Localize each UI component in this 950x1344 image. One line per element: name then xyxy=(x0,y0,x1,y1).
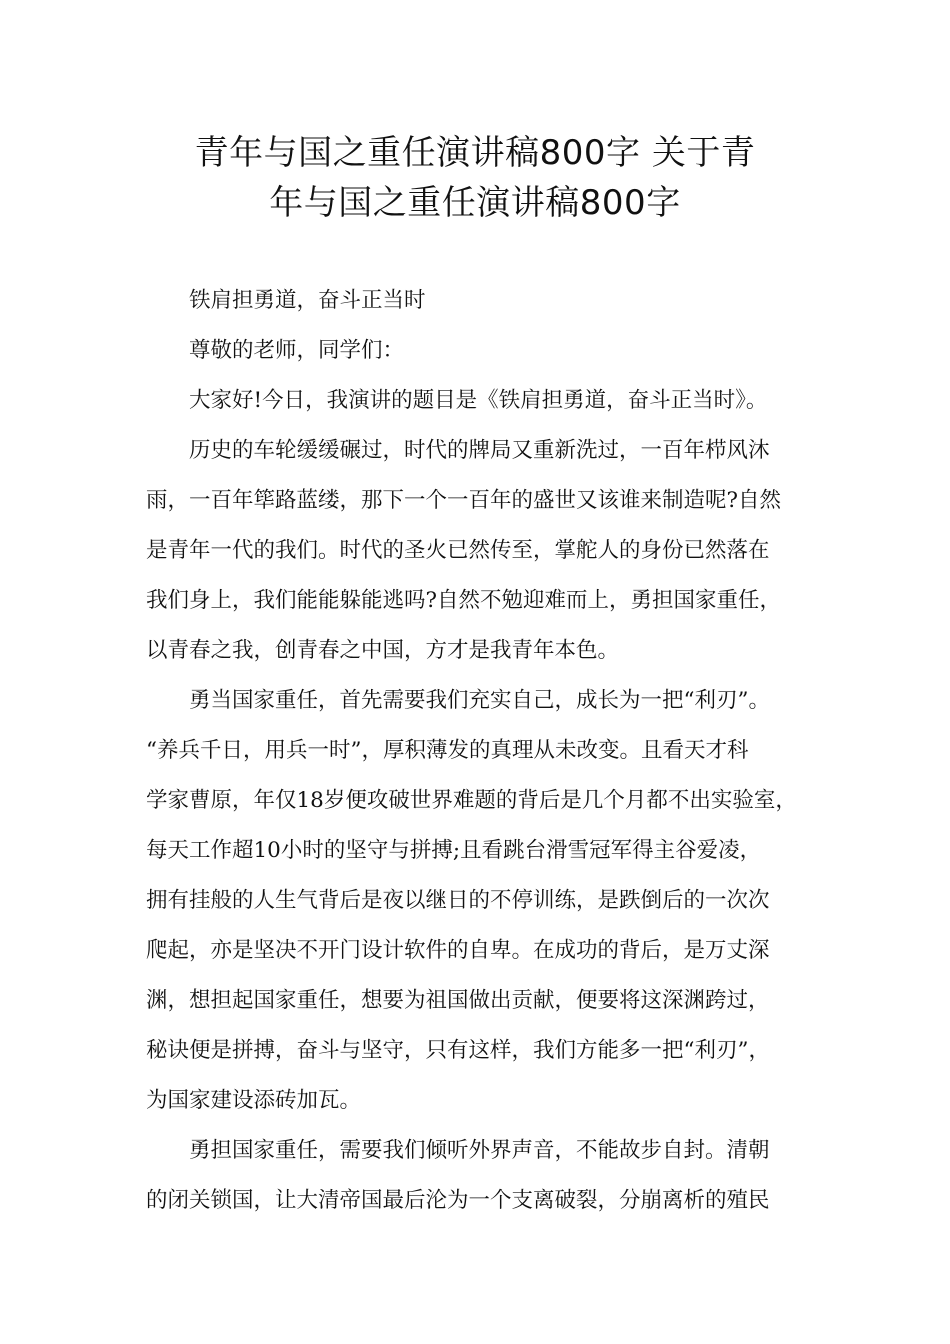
paragraph-line: 为国家建设添砖加瓦。 xyxy=(146,1088,362,1113)
title-line: 年与国之重任演讲稿800字 xyxy=(269,183,681,223)
paragraph-line: 铁肩担勇道，奋斗正当时 xyxy=(189,288,426,313)
paragraph-line: 是青年一代的我们。时代的圣火已然传至，掌舵人的身份已然落在 xyxy=(146,538,770,563)
paragraph-line: 尊敬的老师，同学们： xyxy=(189,338,405,363)
paragraph-line: 历史的车轮缓缓碾过，时代的牌局又重新洗过，一百年栉风沐 xyxy=(189,438,770,463)
paragraph-line: 大家好!今日，我演讲的题目是《铁肩担勇道，奋斗正当时》。 xyxy=(189,388,768,413)
paragraph-line: 雨，一百年筚路蓝缕，那下一个一百年的盛世又该谁来制造呢?自然 xyxy=(146,488,782,513)
paragraph-line: 学家曹原，年仅18岁便攻破世界难题的背后是几个月都不出实验室， xyxy=(146,788,797,813)
paragraph-line: 我们身上，我们能能躲能逃吗?自然不勉迎难而上，勇担国家重任， xyxy=(146,588,782,613)
document-body xyxy=(146,276,826,1226)
paragraph-line: 勇担国家重任，需要我们倾听外界声音，不能故步自封。清朝 xyxy=(189,1138,770,1163)
paragraph-line: 的闭关锁国，让大清帝国最后沦为一个支离破裂，分崩离析的殖民 xyxy=(146,1188,770,1213)
title-line: 青年与国之重任演讲稿800字 关于青 xyxy=(194,133,756,173)
paragraph-line: 勇当国家重任，首先需要我们充实自己，成长为一把“利刃”。 xyxy=(189,688,770,713)
paragraph-line: 每天工作超10小时的坚守与拼搏;且看跳台滑雪冠军得主谷爱凌， xyxy=(146,838,762,863)
paragraph-line: 渊，想担起国家重任，想要为祖国做出贡献，便要将这深渊跨过， xyxy=(146,988,770,1013)
paragraph-history xyxy=(146,426,826,676)
paragraph-listen xyxy=(146,1126,826,1226)
paragraph-line: “养兵千日，用兵一时”，厚积薄发的真理从未改变。且看天才科 xyxy=(146,738,749,763)
paragraph-sharp-blade xyxy=(146,676,826,1126)
document-title xyxy=(100,128,850,228)
paragraph-line: 秘诀便是拼搏，奋斗与坚守，只有这样，我们方能多一把“利刃”， xyxy=(146,1038,770,1063)
paragraph-line: 拥有挂般的人生气背后是夜以继日的不停训练，是跌倒后的一次次 xyxy=(146,888,770,913)
paragraph-greeting xyxy=(146,326,826,376)
paragraph-line: 爬起，亦是坚决不开门设计软件的自卑。在成功的背后，是万丈深 xyxy=(146,938,770,963)
paragraph-intro xyxy=(146,376,826,426)
paragraph-line: 以青春之我，创青春之中国，方才是我青年本色。 xyxy=(146,638,620,663)
paragraph-subtitle xyxy=(146,276,826,326)
